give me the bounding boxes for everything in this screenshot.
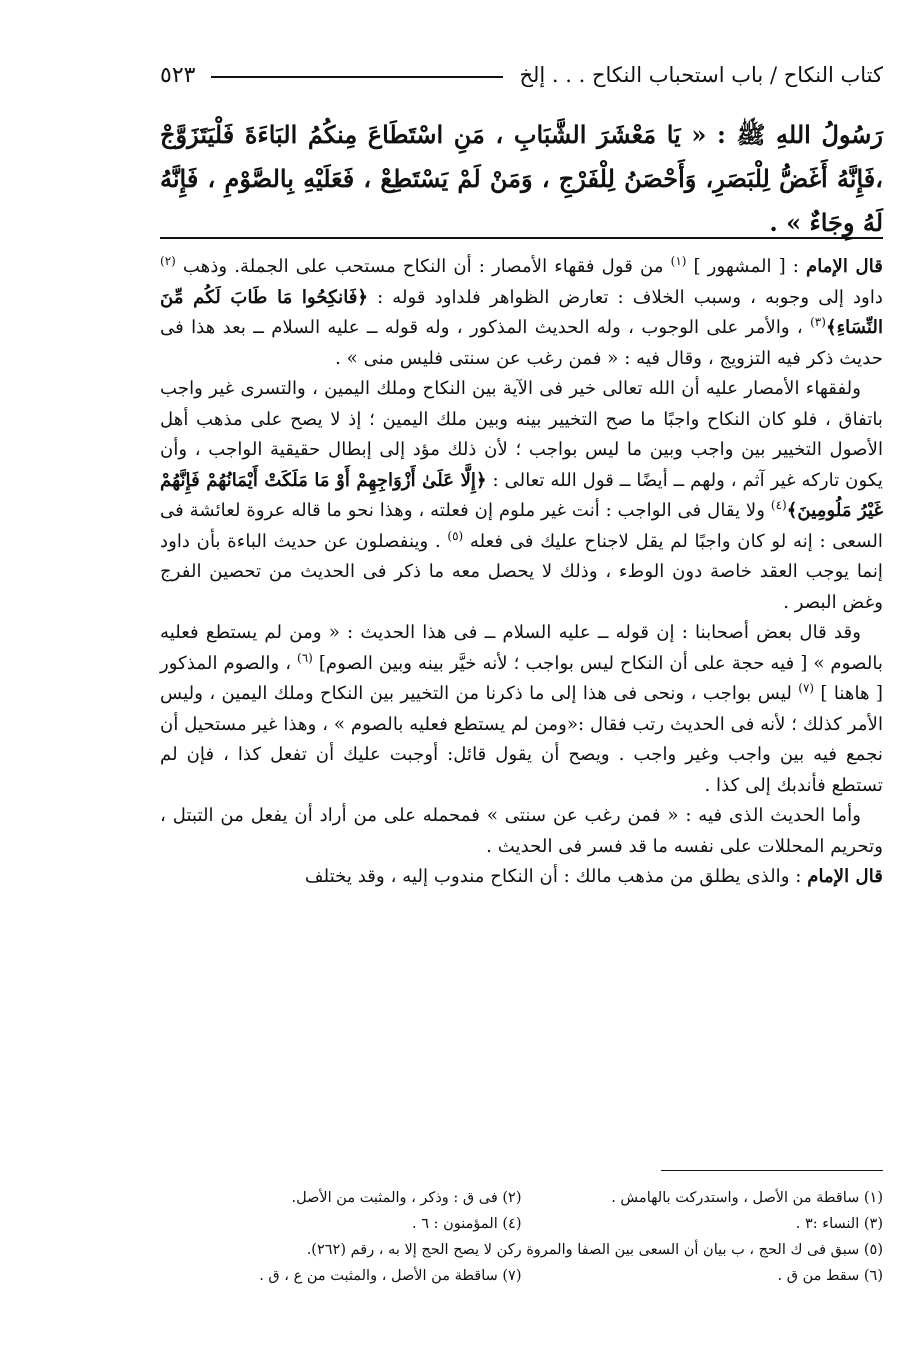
paragraph-2: ولفقهاء الأمصار عليه أن الله تعالى خير فى الآية بين النكاح وملك اليمين ، والتسرى غير واجب باتفاق ، فلو كان النكاح واجبًا ما صح التخيير بينه وبين ملك اليمين ؛ إذ لا يصح على مذهب أهل الأصول التخيير بين واجب وبين ما ليس بواجب ؛ لأن ذلك مؤد إلى إبطال حقيقية الواجب ، وأن يكون تاركه غير آثم ، ولهم ــ أيضًا ــ قول الله تعالى : ﴿إِلَّا عَلَىٰ أَزْوَاجِهِمْ أَوْ مَا مَلَكَتْ أَيْمَانُهُمْ فَإِنَّهُمْ غَيْرُ مَلُومِينَ﴾$^{(٤)}$ ولا يقال فى الواجب : أنت غير ملوم إن فعلته ، وهذا نحو ما قاله عروة لعائشة فى السعى : إنه لو كان واجبًا لم يقل لاجناح عليك فى فعله $^{(٥)}$ . وينفصلون عن حديث الباءة بأن داود إنما يوجب العقد خاصة دون الوطء ، وذلك لا يحصل معه ما ذكر فى الحديث من تحصين الفرج وغض البصر . xyxy=(160,378,883,613)
paragraph-5: قال الإمام : والذى يطلق من مذهب مالك : أن النكاح مندوب إليه ، وقد يختلف xyxy=(304,866,883,887)
footnote-row xyxy=(160,1185,883,1211)
chapter-title: كتاب النكاح / باب استحباب النكاح . . . إلخ xyxy=(519,63,883,87)
header-rule xyxy=(211,76,503,78)
footnote-7: (٧) ساقطة من الأصل ، والمثبت من ع ، ق . xyxy=(259,1268,522,1284)
hadith-text: رَسُولُ اللهِ ﷺ : « يَا مَعْشَرَ الشَّبَابِ ، مَنِ اسْتَطَاعَ مِنكُمُ البَاءَةَ فَلْيَتَزَوَّجْ ،فَإِنَّهُ أَغَضُّ لِلْبَصَرِ، وَأَحْصَنُ لِلْفَرْجِ ، وَمَنْ لَمْ يَسْتَطِعْ ، فَعَلَيْهِ بِالصَّوْمِ ، فَإِنَّهُ لَهُ وِجَاءٌ » . xyxy=(160,120,883,237)
footnote-4: (٤) المؤمنون : ٦ . xyxy=(412,1216,522,1232)
footnote-ref: (٣) xyxy=(810,314,826,329)
footnote-row xyxy=(160,1211,883,1237)
quran-verse: ﴿فَانكِحُوا مَا طَابَ لَكُم مِّنَ النِّسَاءِ﴾ xyxy=(160,286,883,338)
footnote-3: (٣) النساء :٣ . xyxy=(795,1216,883,1232)
footnote-ref: (٤) xyxy=(770,497,787,512)
paragraph-1: قال الإمام : [ المشهور ] $^{(١)}$ من قول فقهاء الأمصار : أن النكاح مستحب على الجملة. وذهب $^{(٢)}$ داود إلى وجوبه ، وسبب الخلاف : تعارض الظواهر فلداود قوله : ﴿فَانكِحُوا مَا طَابَ لَكُم مِّنَ النِّسَاءِ﴾$^{(٣)}$ ، والأمر على الوجوب ، وله الحديث المذكور ، وله قوله ــ عليه السلام ــ بعد هذا فى حديث ذكر فيه التزويج ، وقال فيه : « فمن رغب عن سنتى فليس منى » . xyxy=(160,253,883,369)
footnote-ref: (٢) xyxy=(160,253,176,268)
footnote-ref: (٥) xyxy=(447,528,464,543)
section-divider xyxy=(160,237,883,239)
imam-label: قال الإمام xyxy=(807,866,883,887)
running-header xyxy=(160,58,883,92)
footnote-ref: (١) xyxy=(670,253,687,268)
footnote-rule xyxy=(661,1170,883,1171)
footnote-1: (١) ساقطة من الأصل ، واستدركت بالهامش . xyxy=(611,1190,883,1206)
imam-label: قال الإمام xyxy=(805,256,883,277)
footnote-2: (٢) فى ق : وذكر ، والمثبت من الأصل. xyxy=(291,1190,522,1206)
paragraph-3: وقد قال بعض أصحابنا : إن قوله ــ عليه السلام ــ فى هذا الحديث : « ومن لم يستطع فعليه بالصوم » [ فيه حجة على أن النكاح ليس بواجب ؛ لأنه خيَّر بينه وبين الصوم] $^{(٦)}$ ، والصوم المذكور [ هاهنا ] $^{(٧)}$ ليس بواجب ، ونحى فى هذا إلى ما ذكرنا من التخيير بين النكاح وملك اليمين ، وليس الأمر كذلك ؛ لأنه فى الحديث رتب فقال :«ومن لم يستطع فعليه بالصوم » ، وهذا غير مستحيل أن نجمع فيه بين واجب وغير واجب . ويصح أن يقول قائل: أوجبت عليك أن تفعل كذا ، فإن لم تستطع فأندبك إلى كذا . xyxy=(160,622,883,796)
footnote-row xyxy=(160,1263,883,1289)
footnote-5: (٥) سبق فى ك الحج ، ب بيان أن السعى بين الصفا والمروة ركن لا يصح الحج إلا به ، رقم (٢٦٢). xyxy=(306,1242,883,1258)
commentary-body xyxy=(160,252,883,893)
paragraph-4: وأما الحديث الذى فيه : « فمن رغب عن سنتى » فمحمله على من أراد أن يفعل من التبتل ، وتحريم المحللات على نفسه ما قد فسر فى الحديث . xyxy=(160,805,883,857)
book-page xyxy=(160,0,883,1363)
footnote-6: (٦) سقط من ق . xyxy=(777,1268,883,1284)
footnote-ref: (٧) xyxy=(798,680,815,695)
footnotes xyxy=(160,1185,883,1289)
footnote-row xyxy=(160,1237,883,1263)
footnote-ref: (٦) xyxy=(297,650,313,665)
quran-verse: ﴿إِلَّا عَلَىٰ أَزْوَاجِهِمْ أَوْ مَا مَلَكَتْ أَيْمَانُهُمْ فَإِنَّهُمْ غَيْرُ مَلُومِينَ﴾ xyxy=(160,469,883,521)
page-number: ٥٢٣ xyxy=(160,62,196,88)
